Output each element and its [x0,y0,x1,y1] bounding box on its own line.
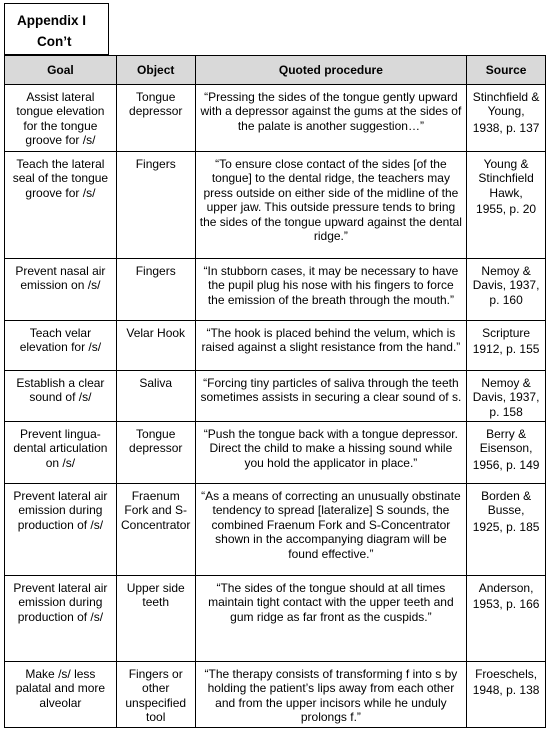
goal-cell: Make /s/ less palatal and more alveolar [5,662,117,728]
table-row [5,321,546,371]
source-authors: Scripture [482,326,531,340]
table-row [5,85,546,152]
goal-cell: Prevent lateral air emission during production of /s/ [5,576,117,662]
source-authors: Berry & Eisenson, [479,427,533,456]
source-page: 1955, p. 20 [476,202,537,217]
object-cell: Upper side teeth [116,576,195,662]
source-authors: Borden & Busse, [481,489,532,518]
column-header-object: Object [116,56,195,85]
procedures-table [4,55,546,728]
source-page: 1953, p. 166 [472,597,540,612]
source-cell [467,259,546,321]
table-header-row [5,56,546,85]
source-page: 1925, p. 185 [472,519,540,534]
object-cell: Fingers [116,259,195,321]
procedure-cell: “The hook is placed behind the velum, which is raised against a slight resistance from the hand.” [195,321,467,371]
source-cell [467,321,546,371]
source-authors: Froeschels, [475,667,538,681]
source-cell [467,152,546,259]
table-row [5,371,546,422]
table-row [5,152,546,259]
appendix-title-box [4,3,109,55]
source-authors: Young & Stinchfield Hawk, [478,157,534,200]
object-cell: Tongue depressor [116,85,195,152]
source-authors: Nemoy & Davis, 1937, p. 158 [472,376,540,419]
goal-cell: Prevent lingua-dental articulation on /s/ [5,422,117,484]
goal-cell: Teach velar elevation for /s/ [5,321,117,371]
source-page: 1948, p. 138 [472,683,540,698]
procedure-cell: “Push the tongue back with a tongue depressor. Direct the child to make a hissing sound while you hold the applicator in place.” [195,422,467,484]
object-cell: Saliva [116,371,195,422]
source-cell [467,662,546,728]
source-page: 1912, p. 155 [472,342,540,357]
source-cell [467,422,546,484]
object-cell: Fingers [116,152,195,259]
table-row [5,662,546,728]
source-cell [467,576,546,662]
table-row [5,576,546,662]
goal-cell: Teach the lateral seal of the tongue groove for /s/ [5,152,117,259]
appendix-title: Appendix I [17,13,87,28]
procedure-cell: “As a means of correcting an unusually obstinate tendency to spread [lateralize] S sounds, the combined Fraenum Fork and S-Concentrator shown in the accompanying diagram will be found effective.” [195,484,467,576]
column-header-goal: Goal [5,56,117,85]
procedure-cell: “Pressing the sides of the tongue gently upward with a depressor against the gums at the sides of the palate is another suggestion…” [195,85,467,152]
object-cell: Fraenum Fork and S-Concentrator [116,484,195,576]
procedure-cell: “The therapy consists of transforming f into s by holding the patient’s lips away from each other and from the upper incisors while he unduly prolongs f.” [195,662,467,728]
goal-cell: Prevent nasal air emission on /s/ [5,259,117,321]
source-authors: Nemoy & Davis, 1937, p. 160 [472,264,540,307]
procedure-cell: “Forcing tiny particles of saliva through the teeth sometimes assists in securing a clear sound of s. [195,371,467,422]
goal-cell: Establish a clear sound of /s/ [5,371,117,422]
source-cell [467,371,546,422]
table-row [5,259,546,321]
source-authors: Anderson, [478,581,534,595]
object-cell: Fingers or other unspecified tool [116,662,195,728]
column-header-source: Source [467,56,546,85]
source-cell [467,85,546,152]
procedure-cell: “To ensure close contact of the sides [of the tongue] to the dental ridge, the teachers may press outside on either side of the midline of the upper jaw. This outside pressure tends to bring the sides of the tongue upward against the dental ridge.” [195,152,467,259]
procedure-cell: “In stubborn cases, it may be necessary to have the pupil plug his nose with his fingers to force the emission of the breath through the mouth.” [195,259,467,321]
source-authors: Stinchfield & Young, [472,90,540,119]
source-page: 1956, p. 149 [472,457,540,472]
source-page: 1938, p. 137 [472,120,540,135]
procedure-cell: “The sides of the tongue should at all times maintain tight contact with the upper teeth and gum ridge as far front as the cuspids.” [195,576,467,662]
source-cell [467,484,546,576]
column-header-procedure: Quoted procedure [195,56,467,85]
table-row [5,484,546,576]
object-cell: Velar Hook [116,321,195,371]
appendix-continued-label: Con’t [37,34,72,49]
goal-cell: Assist lateral tongue elevation for the tongue groove for /s/ [5,85,117,152]
table-row [5,422,546,484]
object-cell: Tongue depressor [116,422,195,484]
goal-cell: Prevent lateral air emission during production of /s/ [5,484,117,576]
